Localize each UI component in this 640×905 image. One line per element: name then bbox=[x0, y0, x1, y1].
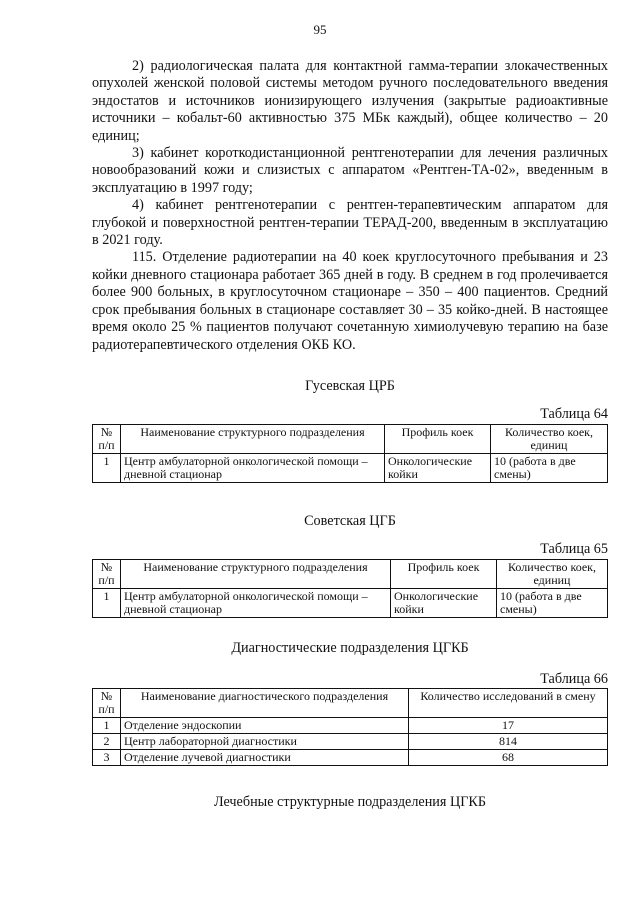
header-bed-profile: Профиль коек bbox=[391, 559, 497, 588]
section-title-diagnostics: Диагностические подразделения ЦГКБ bbox=[231, 639, 469, 656]
header-bed-profile: Профиль коек bbox=[385, 424, 491, 453]
table-label-64: Таблица 64 bbox=[540, 406, 608, 423]
table-header-row bbox=[93, 424, 608, 453]
table-row bbox=[93, 718, 608, 734]
paragraph-item-4: 4) кабинет рентгенотерапии с рентген-терапевтическим аппаратом для глубокой и поверхностной рентген-терапии ТЕРАД-200, введенным в эксплуатацию в 2021 году. bbox=[92, 197, 608, 249]
section-title-gusev: Гусевская ЦРБ bbox=[305, 377, 395, 394]
table-66 bbox=[92, 688, 608, 766]
table-label-66: Таблица 66 bbox=[540, 670, 608, 687]
cell-unit-name: Центр амбулаторной онкологической помощи – дневной стационар bbox=[121, 588, 391, 617]
cell-unit-name: Центр амбулаторной онкологической помощи – дневной стационар bbox=[121, 453, 385, 482]
paragraph-115: 115. Отделение радиотерапии на 40 коек круглосуточного пребывания и 23 койки дневного стационара работает 365 дней в году. В среднем в год пролечивается более 900 больных, в круглосуточном стационаре – 350 – 400 пациентов. Средний срок пребывания больных в стационаре составляет 30 – 35 койко-дней. В настоящее время около 25 % пациентов получают сочетанную химиолучевую терапию на базе радиотерапевтического отделения ОКБ КО. bbox=[92, 249, 608, 353]
header-unit-name: Наименование структурного подразделения bbox=[121, 559, 391, 588]
header-bed-count: Количество коек, единиц bbox=[497, 559, 608, 588]
table-row bbox=[93, 453, 608, 482]
cell-unit-name: Отделение эндоскопии bbox=[121, 718, 409, 734]
header-bed-count: Количество коек, единиц bbox=[491, 424, 608, 453]
table-64 bbox=[92, 424, 608, 483]
table-row bbox=[93, 734, 608, 750]
cell-number: 1 bbox=[93, 453, 121, 482]
page-body bbox=[92, 58, 608, 812]
header-exam-count: Количество исследований в смену bbox=[409, 689, 608, 718]
cell-unit-name: Центр лабораторной диагностики bbox=[121, 734, 409, 750]
cell-number: 3 bbox=[93, 750, 121, 766]
cell-unit-name: Отделение лучевой диагностики bbox=[121, 750, 409, 766]
cell-bed-count: 10 (работа в две смены) bbox=[491, 453, 608, 482]
cell-exam-count: 17 bbox=[409, 718, 608, 734]
cell-bed-profile: Онкологические койки bbox=[385, 453, 491, 482]
section-title-sovetsk: Советская ЦГБ bbox=[304, 512, 396, 529]
header-unit-name: Наименование структурного подразделения bbox=[121, 424, 385, 453]
table-row bbox=[93, 750, 608, 766]
header-number: № п/п bbox=[93, 689, 121, 718]
paragraph-item-2: 2) радиологическая палата для контактной гамма-терапии злокачественных опухолей женской половой системы методом ручного последовательного введения эндостатов и источников ионизирующего излучения (закрытые радиоактивные источники – кобальт-60 активностью 375 МБк каждый), общее количество – 20 единиц; bbox=[92, 58, 608, 144]
cell-bed-count: 10 (работа в две смены) bbox=[497, 588, 608, 617]
page-number: 95 bbox=[313, 22, 327, 37]
cell-number: 1 bbox=[93, 588, 121, 617]
header-number: № п/п bbox=[93, 559, 121, 588]
table-row bbox=[93, 588, 608, 617]
header-number: № п/п bbox=[93, 424, 121, 453]
table-header-row bbox=[93, 689, 608, 718]
table-65 bbox=[92, 559, 608, 618]
paragraph-item-3: 3) кабинет короткодистанционной рентгенотерапии для лечения различных новообразований кожи и слизистых с аппаратом «Рентген-ТА-02», введенным в эксплуатацию в 1997 году; bbox=[92, 145, 608, 196]
section-title-treatment: Лечебные структурные подразделения ЦГКБ bbox=[213, 794, 487, 811]
cell-number: 2 bbox=[93, 734, 121, 750]
cell-exam-count: 68 bbox=[409, 750, 608, 766]
cell-number: 1 bbox=[93, 718, 121, 734]
table-label-65: Таблица 65 bbox=[540, 541, 608, 558]
cell-bed-profile: Онкологические койки bbox=[391, 588, 497, 617]
cell-exam-count: 814 bbox=[409, 734, 608, 750]
table-header-row bbox=[93, 559, 608, 588]
header-unit-name: Наименование диагностического подразделения bbox=[121, 689, 409, 718]
